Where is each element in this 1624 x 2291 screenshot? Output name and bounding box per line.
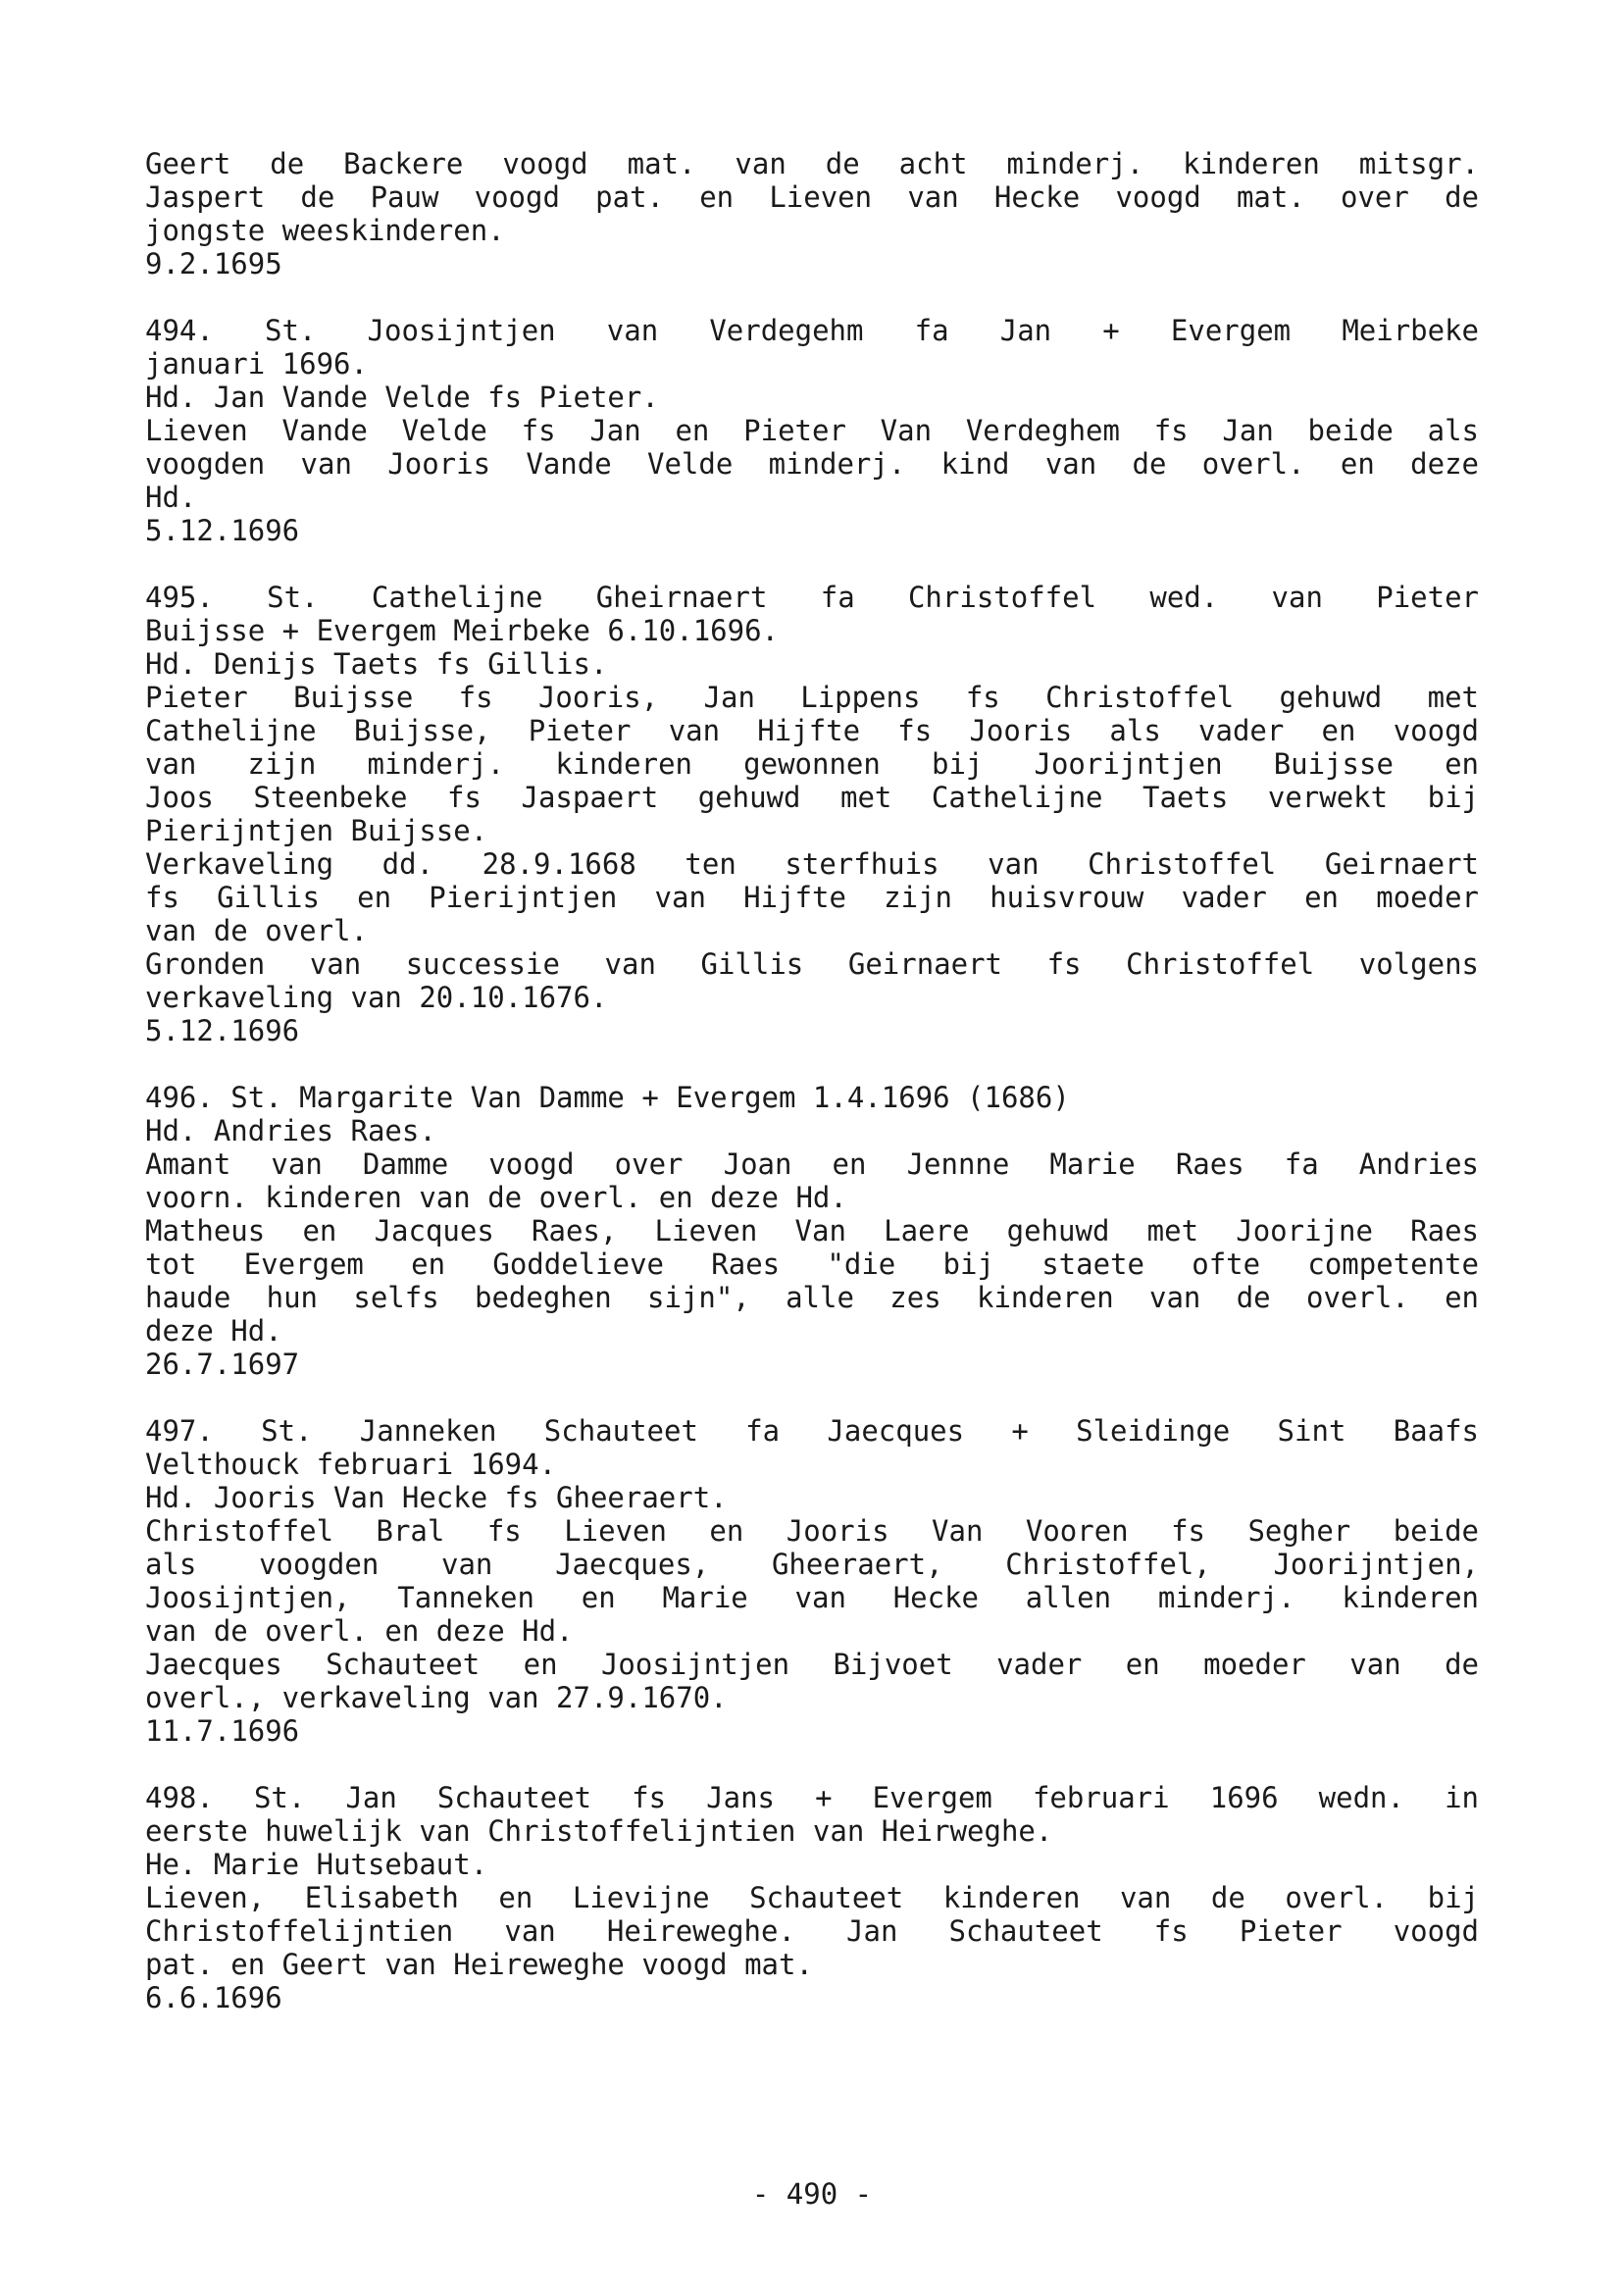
record-entry [145, 147, 1479, 280]
text-line: He. Marie Hutsebaut. [145, 1848, 488, 1881]
text-line: Cathelijne Buijsse, Pieter van Hijfte fs Jooris als vader en voogd [145, 714, 1479, 747]
text-line: Christoffelijntien van Heireweghe. Jan Schauteet fs Pieter voogd [145, 1914, 1479, 1948]
text-line: Joosijntjen, Tanneken en Marie van Hecke allen minderj. kinderen [145, 1581, 1479, 1614]
text-line: Buijsse + Evergem Meirbeke 6.10.1696. [145, 614, 780, 647]
text-line: Hd. Jan Vande Velde fs Pieter. [145, 381, 659, 414]
text-line: Amant van Damme voogd over Joan en Jennne Marie Raes fa Andries [145, 1147, 1479, 1181]
text-line: Hd. Jooris Van Hecke fs Gheeraert. [145, 1481, 728, 1514]
text-line: 498. St. Jan Schauteet fs Jans + Evergem februari 1696 wedn. in [145, 1781, 1479, 1814]
text-line: Geert de Backere voogd mat. van de acht minderj. kinderen mitsgr. [145, 147, 1479, 180]
text-line: als voogden van Jaecques, Gheeraert, Christoffel, Joorijntjen, [145, 1548, 1479, 1581]
text-line: 9.2.1695 [145, 247, 282, 280]
text-line: fs Gillis en Pierijntjen van Hijfte zijn huisvrouw vader en moeder [145, 881, 1479, 914]
text-line: 494. St. Joosijntjen van Verdegehm fa Jan + Evergem Meirbeke [145, 314, 1479, 347]
text-line: 6.6.1696 [145, 1981, 282, 2014]
text-line: Jaspert de Pauw voogd pat. en Lieven van Hecke voogd mat. over de [145, 180, 1479, 214]
text-line: voogden van Jooris Vande Velde minderj. kind van de overl. en deze [145, 447, 1479, 481]
text-line: verkaveling van 20.10.1676. [145, 981, 608, 1014]
text-line: Hd. Andries Raes. [145, 1114, 436, 1147]
text-line: van zijn minderj. kinderen gewonnen bij Joorijntjen Buijsse en [145, 747, 1479, 781]
record-entry [145, 1081, 1479, 1381]
text-line: Hd. [145, 481, 197, 514]
record-entry [145, 1781, 1479, 2014]
text-line: deze Hd. [145, 1314, 282, 1348]
text-line: overl., verkaveling van 27.9.1670. [145, 1681, 728, 1714]
text-line: Lieven Vande Velde fs Jan en Pieter Van Verdeghem fs Jan beide als [145, 414, 1479, 447]
document-body [145, 147, 1479, 2048]
text-line: pat. en Geert van Heireweghe voogd mat. [145, 1948, 813, 1981]
page-number: - 490 - [751, 2177, 873, 2211]
text-line: Verkaveling dd. 28.9.1668 ten sterfhuis van Christoffel Geirnaert [145, 847, 1479, 881]
text-line: 11.7.1696 [145, 1714, 300, 1748]
text-line: Christoffel Bral fs Lieven en Jooris Van Vooren fs Segher beide [145, 1514, 1479, 1548]
text-line: eerste huwelijk van Christoffelijntien van Heirweghe. [145, 1814, 1053, 1848]
text-line: Hd. Denijs Taets fs Gillis. [145, 647, 608, 681]
text-line: 5.12.1696 [145, 514, 300, 547]
text-line: Pieter Buijsse fs Jooris, Jan Lippens fs Christoffel gehuwd met [145, 681, 1479, 714]
text-line: Matheus en Jacques Raes, Lieven Van Laere gehuwd met Joorijne Raes [145, 1214, 1479, 1247]
text-line: van de overl. [145, 914, 368, 947]
record-entry [145, 314, 1479, 547]
record-entry [145, 1414, 1479, 1748]
text-line: Pierijntjen Buijsse. [145, 814, 488, 847]
text-line: 496. St. Margarite Van Damme + Evergem 1.4.1696 (1686) [145, 1081, 1070, 1114]
text-line: 26.7.1697 [145, 1348, 300, 1381]
text-line: januari 1696. [145, 347, 368, 381]
text-line: 497. St. Janneken Schauteet fa Jaecques + Sleidinge Sint Baafs [145, 1414, 1479, 1448]
record-entry [145, 581, 1479, 1047]
text-line: 495. St. Cathelijne Gheirnaert fa Christoffel wed. van Pieter [145, 581, 1479, 614]
text-line: Gronden van successie van Gillis Geirnaert fs Christoffel volgens [145, 947, 1479, 981]
text-line: Lieven, Elisabeth en Lievijne Schauteet kinderen van de overl. bij [145, 1881, 1479, 1914]
text-line: Jaecques Schauteet en Joosijntjen Bijvoet vader en moeder van de [145, 1648, 1479, 1681]
text-line: haude hun selfs bedeghen sijn", alle zes kinderen van de overl. en [145, 1281, 1479, 1314]
text-line: jongste weeskinderen. [145, 214, 505, 247]
text-line: Joos Steenbeke fs Jaspaert gehuwd met Cathelijne Taets verwekt bij [145, 781, 1479, 814]
text-line: van de overl. en deze Hd. [145, 1614, 574, 1648]
text-line: tot Evergem en Goddelieve Raes "die bij staete ofte competente [145, 1247, 1479, 1281]
text-line: 5.12.1696 [145, 1014, 300, 1047]
text-line: voorn. kinderen van de overl. en deze Hd. [145, 1181, 847, 1214]
text-line: Velthouck februari 1694. [145, 1448, 557, 1481]
